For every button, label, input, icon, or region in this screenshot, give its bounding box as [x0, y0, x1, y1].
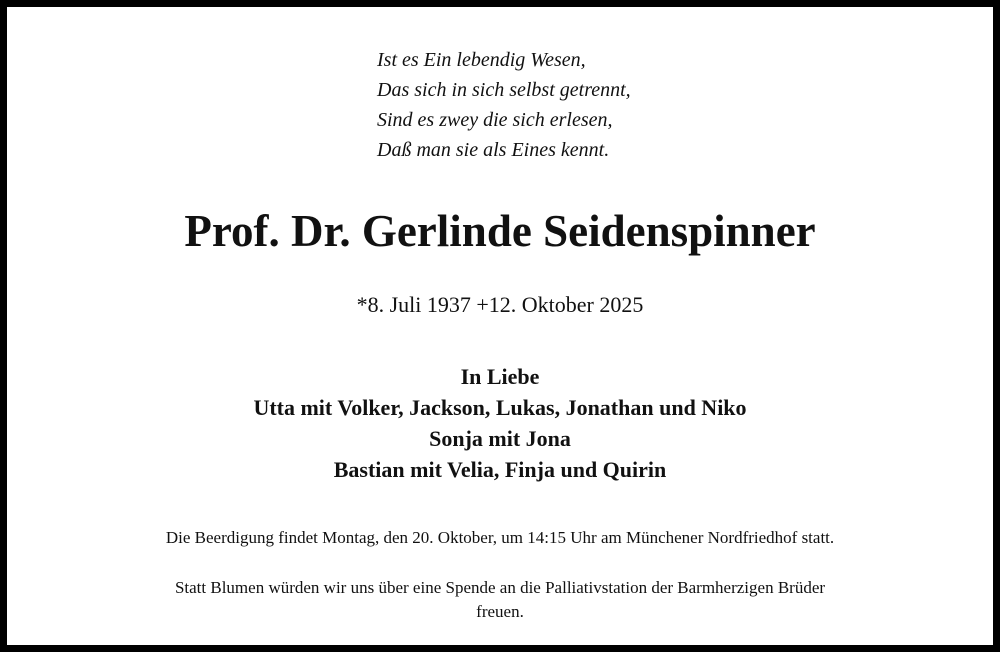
donation-line: freuen. [476, 602, 524, 621]
poem-line: Sind es zwey die sich erlesen, [377, 109, 613, 131]
deceased-name: Prof. Dr. Gerlinde Seidenspinner [184, 206, 816, 256]
poem-line: Daß man sie als Eines kennt. [377, 139, 610, 161]
family-line: Bastian mit Velia, Finja und Quirin [333, 457, 667, 482]
family-heading: In Liebe [460, 364, 540, 389]
family-line: Sonja mit Jona [429, 426, 571, 451]
donation-notice [67, 576, 933, 624]
poem-line: Das sich in sich selbst getrennt, [377, 79, 631, 101]
family-signatures [7, 361, 993, 485]
life-dates: *8. Juli 1937 +12. Oktober 2025 [356, 292, 644, 317]
poem-line: Ist es Ein lebendig Wesen, [377, 49, 586, 71]
funeral-notice: Die Beerdigung findet Montag, den 20. Oktober, um 14:15 Uhr am Münchener Nordfriedhof statt. [165, 528, 835, 547]
donation-line: Statt Blumen würden wir uns über eine Spende an die Palliativstation der Barmherzigen Brüder [174, 578, 826, 597]
poem-verse [377, 45, 631, 165]
family-line: Utta mit Volker, Jackson, Lukas, Jonathan und Niko [253, 395, 747, 420]
